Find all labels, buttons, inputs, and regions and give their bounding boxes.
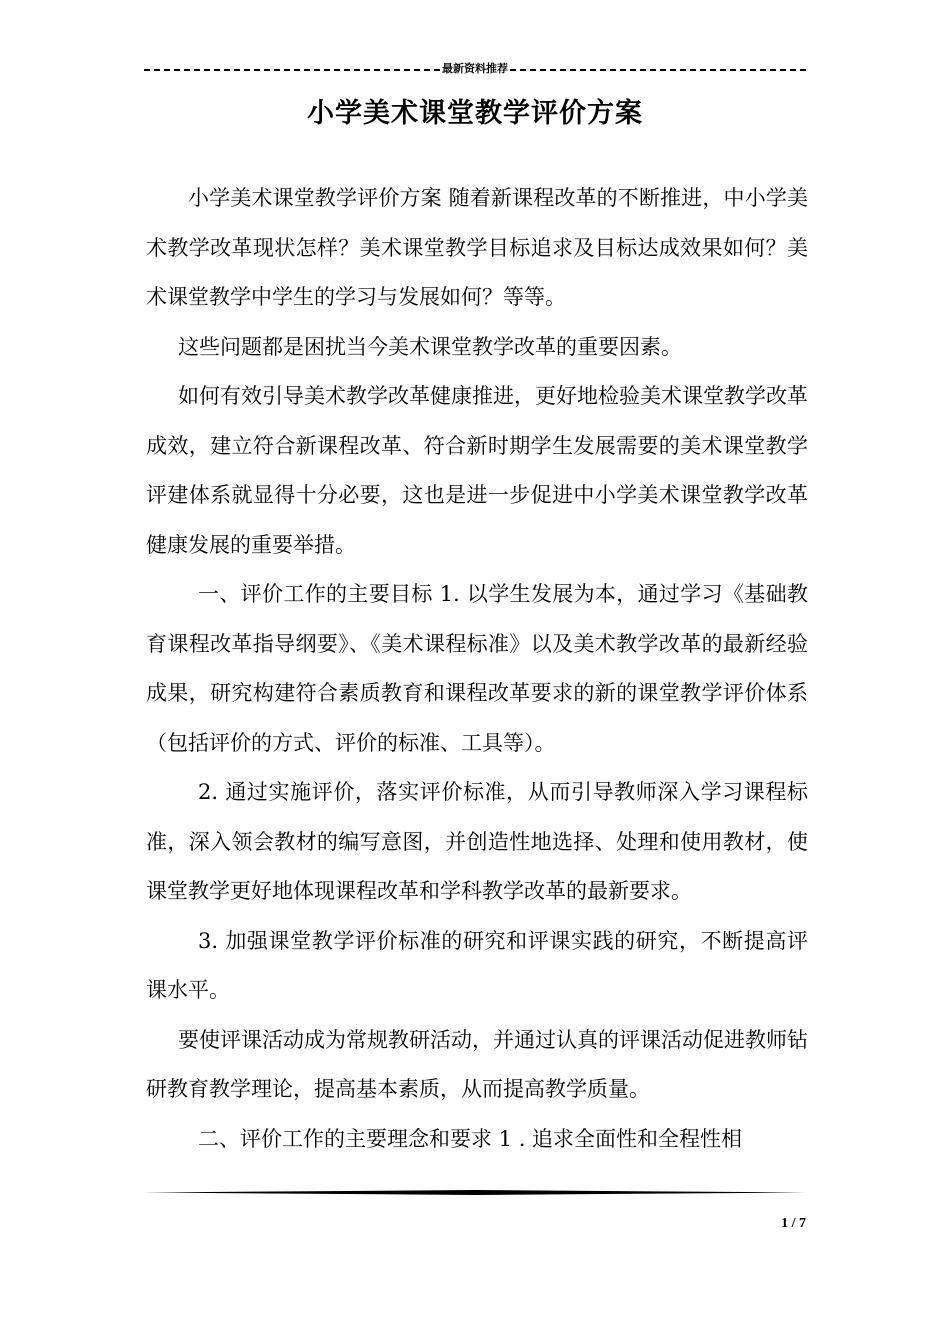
paragraph: 3. 加强课堂教学评价标准的研究和评课实践的研究，不断提高评课水平。 bbox=[146, 928, 808, 1002]
page-number: 1 / 7 bbox=[781, 1216, 806, 1231]
page-header bbox=[144, 57, 806, 79]
header-dash-left bbox=[144, 69, 440, 71]
paragraph: 小学美术课堂教学评价方案 随着新课程改革的不断推进，中小学美术教学改革现状怎样？美术课堂教学目标追求及目标达成效果如何？美术课堂教学中学生的学习与发展如何？等等。 bbox=[146, 186, 808, 309]
paragraph: 二、评价工作的主要理念和要求 1 . 追求全面性和全程性相 bbox=[198, 1126, 743, 1151]
footer-rule bbox=[144, 1190, 806, 1195]
paragraph: 要使评课活动成为常规教研活动，并通过认真的评课活动促进教师钻研教育教学理论，提高基本素质，从而提高教学质量。 bbox=[146, 1027, 808, 1101]
paragraph: 一、评价工作的主要目标 1. 以学生发展为本，通过学习《基础教育课程改革指导纲要》、《美术课程标准》以及美术教学改革的最新经验成果，研究构建符合素质教育和课程改革要求的新的课堂教学评价体系（包括评价的方式、评价的标准、工具等）。 bbox=[146, 582, 808, 755]
paragraph: 如何有效引导美术教学改革健康推进，更好地检验美术课堂教学改革成效，建立符合新课程改革、符合新时期学生发展需要的美术课堂教学评建体系就显得十分必要，这也是进一步促进中小学美术课堂教学改革健康发展的重要举措。 bbox=[146, 384, 808, 557]
paragraph: 这些问题都是困扰当今美术课堂教学改革的重要因素。 bbox=[178, 334, 682, 359]
document-body bbox=[146, 174, 808, 1164]
paragraph: 2. 通过实施评价，落实评价标准，从而引导教师深入学习课程标准，深入领会教材的编写意图，并创造性地选择、处理和使用教材，使课堂教学更好地体现课程改革和学科教学改革的最新要求。 bbox=[146, 780, 808, 903]
header-text: 最新资料推荐 bbox=[442, 63, 508, 75]
document-title: 小学美术课堂教学评价方案 bbox=[307, 98, 643, 129]
header-dash-right bbox=[510, 69, 806, 71]
